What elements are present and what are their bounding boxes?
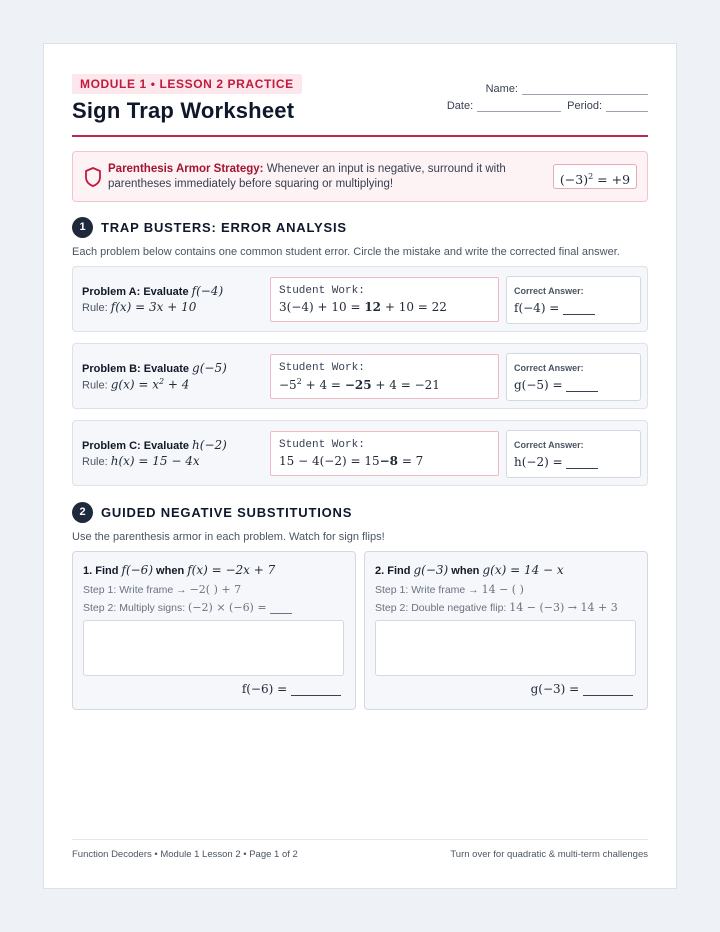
section-2-badge: 2 [72,502,93,523]
step-blank[interactable] [270,603,292,614]
date-line[interactable] [477,100,561,112]
guided-title-rule: f(x) = −2x + 7 [187,563,276,577]
answer-math: g(−5) = [514,378,567,392]
strategy-title: Parenthesis Armor Strategy: [108,163,264,175]
date-period-fields [447,100,648,112]
guided-final-answer [242,682,341,696]
rule-prefix: Rule: [82,379,111,392]
student-work-box[interactable] [270,277,499,322]
guided-step-2 [375,601,618,614]
guided-title-text: 1. Find [83,565,122,577]
section-1-description: Each problem below contains one common student error. Circle the mistake and write the corrected final answer. [72,246,620,258]
strategy-callout [72,151,648,202]
student-work-equation [279,300,447,314]
guided-final-answer [531,682,633,696]
section-1-badge: 1 [72,217,93,238]
problem-label-text: Problem A: Evaluate [82,286,192,298]
date-label: Date: [446,100,474,112]
guided-card-2 [364,551,648,710]
rule-exponent: 2 [159,377,165,386]
work-part: + 4 = −21 [371,378,440,392]
header-divider [72,135,648,137]
module-tag: MODULE 1 • LESSON 2 PRACTICE [72,74,302,94]
problem-rule [82,454,200,468]
rule-math: + 4 [164,377,190,392]
strategy-text [108,162,518,192]
formula-exponent: 2 [588,172,594,181]
answer-blank[interactable] [566,379,598,392]
guided-title-math: f(−6) [121,563,153,577]
section-1-title: TRAP BUSTERS: ERROR ANALYSIS [101,220,347,235]
rule-prefix: Rule: [82,302,111,314]
correct-answer-label: Correct Answer: [514,363,584,373]
step-label: Step 1: Write frame → [375,584,482,596]
guided-title-rule: g(x) = 14 − x [482,563,564,577]
correct-answer-field [514,378,598,392]
student-work-box[interactable] [270,431,499,476]
page-title: Sign Trap Worksheet [72,98,295,123]
work-error-part: 12 [364,300,382,314]
name-line [522,83,648,95]
work-space-box[interactable] [375,620,636,676]
name-label: Name: [485,83,518,95]
guided-step-1 [375,583,524,596]
name-field[interactable] [486,83,648,95]
problem-label [82,438,227,452]
guided-title-math: g(−3) [413,563,449,577]
step-math: (−2) × (−6) = [188,601,271,614]
problem-label [82,284,223,298]
student-work-box[interactable] [270,354,499,399]
rule-math: f(x) = 3x + 10 [110,300,197,314]
problem-label [82,361,227,375]
correct-answer-field [514,301,595,315]
work-part: + 4 = [301,378,345,392]
work-error-part: −8 [379,454,398,468]
work-error-part: −25 [344,378,372,392]
student-work-equation [279,454,423,468]
work-part: 15 − 4(−2) = 15 [279,454,380,468]
strategy-body: Whenever an input is negative, surround it with parentheses immediately before squaring or multiplying! [108,163,506,190]
guided-title [83,563,275,577]
worksheet-page [43,43,677,889]
student-work-label: Student Work: [279,285,365,297]
period-line[interactable] [606,100,648,112]
correct-answer-label: Correct Answer: [514,440,584,450]
guided-title-text: when [448,565,483,577]
problem-rule [82,300,196,314]
problem-rule [82,377,189,392]
section-2-description: Use the parenthesis armor in each problem. Watch for sign flips! [72,531,385,543]
work-part: + 10 = 22 [381,300,447,314]
formula-base: (−3) [559,172,589,188]
final-answer-blank[interactable] [583,683,633,696]
problem-card-a [72,266,648,332]
step-math: 14 − (−3) → 14 + 3 [509,601,618,614]
final-math: f(−6) = [241,682,291,696]
footer-left: Function Decoders • Module 1 Lesson 2 • Page 1 of 2 [72,849,298,860]
guided-step-2 [83,601,292,614]
step-label: Step 2: Multiply signs: [83,602,189,614]
work-part: −5 [279,378,297,392]
final-answer-blank[interactable] [291,683,341,696]
section-2-title: GUIDED NEGATIVE SUBSTITUTIONS [101,505,353,520]
strategy-formula [553,164,637,189]
problem-label-math: f(−4) [191,284,224,298]
guided-title-text: 2. Find [375,565,414,577]
work-exponent: 2 [296,377,302,386]
rule-math: h(x) = 15 − 4x [110,454,200,468]
guided-title-text: when [153,565,188,577]
step-label: Step 1: Write frame → [83,584,190,596]
problem-card-b [72,343,648,409]
student-work-equation [279,377,440,392]
problem-card-c [72,420,648,486]
answer-blank[interactable] [563,302,595,315]
formula-result: = +9 [593,172,631,188]
footer-right: Turn over for quadratic & multi-term challenges [450,849,648,860]
correct-answer-label: Correct Answer: [514,286,584,296]
guided-step-1 [83,583,241,596]
work-space-box[interactable] [83,620,344,676]
shield-icon [83,166,103,188]
answer-math: f(−4) = [514,301,564,315]
problem-label-math: h(−2) [192,438,227,452]
correct-answer-box[interactable] [506,353,641,401]
footer-divider [72,839,648,840]
problem-label-text: Problem B: Evaluate [82,363,193,375]
student-work-label: Student Work: [279,439,365,451]
correct-answer-box[interactable] [506,276,641,324]
final-math: g(−3) = [530,682,583,696]
work-part: = 7 [398,454,424,468]
correct-answer-field [514,455,598,469]
answer-math: h(−2) = [514,455,567,469]
rule-prefix: Rule: [82,456,111,468]
step-math: −2( ) + 7 [189,583,242,596]
answer-blank[interactable] [566,456,598,469]
problem-label-text: Problem C: Evaluate [82,440,193,452]
work-part: 3(−4) + 10 = [279,300,365,314]
guided-title [375,563,564,577]
correct-answer-box[interactable] [506,430,641,478]
problem-label-math: g(−5) [192,361,227,375]
guided-card-1 [72,551,356,710]
period-label: Period: [567,100,602,112]
rule-math: g(x) = x [110,377,160,392]
student-work-label: Student Work: [279,362,365,374]
step-label: Step 2: Double negative flip: [375,602,510,614]
step-math: 14 − ( ) [481,583,524,596]
